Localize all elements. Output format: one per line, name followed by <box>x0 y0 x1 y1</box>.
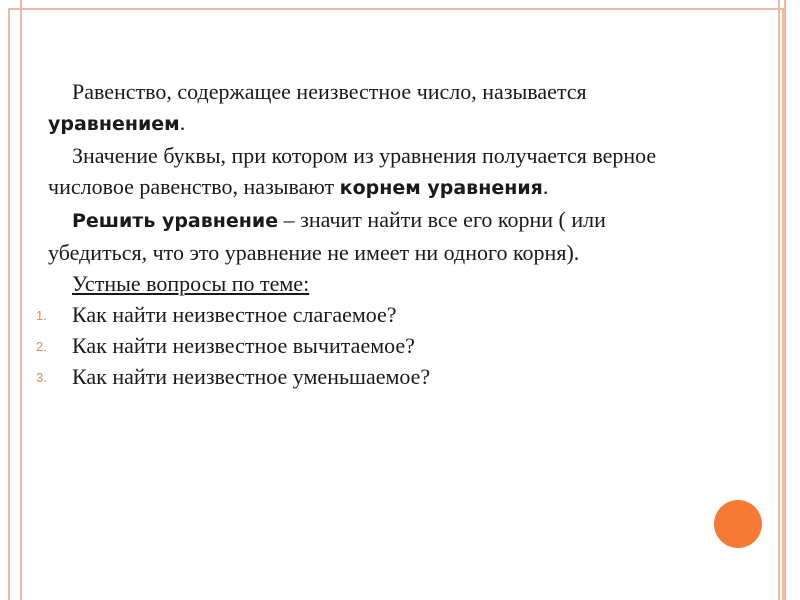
accent-circle-icon <box>714 500 762 548</box>
definition-equation: Равенство, содержащее неизвестное число, называется уравнением. <box>48 79 587 135</box>
list-item: 3. Как найти неизвестное уменьшаемое? <box>36 364 431 389</box>
term-root: корнем уравнения <box>339 177 543 199</box>
slide-content <box>36 76 688 392</box>
term-equation: уравнением <box>48 113 180 135</box>
list-item: 2. Как найти неизвестное вычитаемое? <box>36 333 415 358</box>
questions-list <box>36 299 688 392</box>
frame-line-left <box>20 0 22 600</box>
frame-line-right-inner <box>778 0 780 600</box>
definition-solve: Решить уравнение – значит найти все его корни ( или убедиться, что это уравнение не имеет ни одного корня). <box>48 207 606 265</box>
list-item: 1. Как найти неизвестное слагаемое? <box>36 302 397 327</box>
frame-line-right-outer <box>784 0 786 600</box>
questions-heading: Устные вопросы по теме: <box>72 271 310 296</box>
term-solve: Решить уравнение <box>72 210 279 232</box>
definition-root: Значение буквы, при котором из уравнения получается верное числовое равенство, называют корнем уравнения. <box>48 143 657 199</box>
